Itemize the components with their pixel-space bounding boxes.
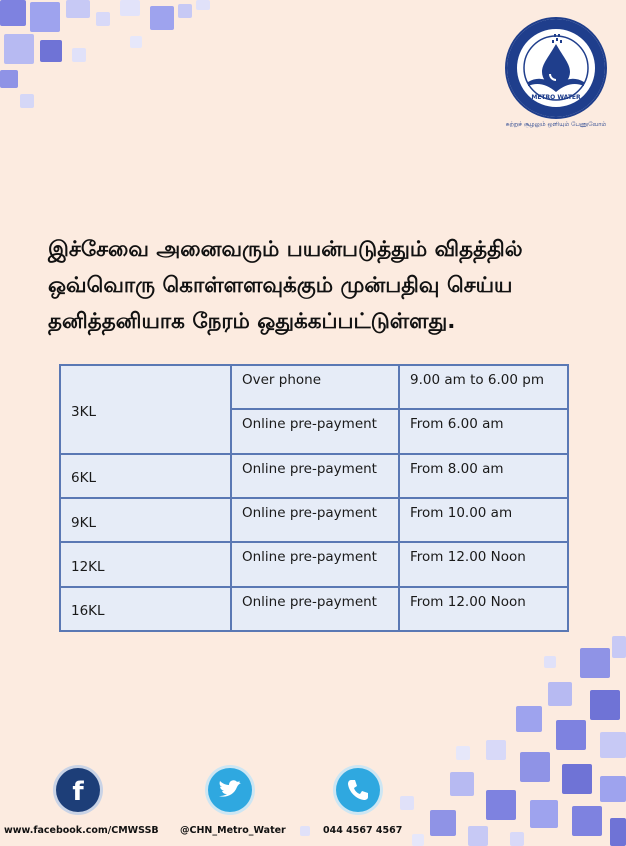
time-cell: From 6.00 am xyxy=(399,409,568,453)
capacity-cell: 6KL xyxy=(60,454,231,498)
capacity-cell: 16KL xyxy=(60,587,231,631)
phone-number[interactable]: 044 4567 4567 xyxy=(323,825,403,836)
mode-cell: Online pre-payment xyxy=(231,542,399,586)
table-row xyxy=(60,365,568,409)
time-cell: From 8.00 am xyxy=(399,454,568,498)
svg-text:f: f xyxy=(72,777,84,807)
capacity-cell: 12KL xyxy=(60,542,231,586)
capacity-cell: 9KL xyxy=(60,498,231,542)
headline-line-2: ஒவ்வொரு கொள்ளளவுக்கும் முன்பதிவு செய்ய xyxy=(48,273,513,298)
headline-line-3: தனித்தனியாக நேரம் ஒதுக்கப்பட்டுள்ளது. xyxy=(48,309,456,334)
facebook-link[interactable]: www.facebook.com/CMWSSB xyxy=(4,825,159,836)
mode-cell: Online pre-payment xyxy=(231,454,399,498)
mode-cell: Online pre-payment xyxy=(231,498,399,542)
table-row xyxy=(60,498,568,542)
mode-cell: Online pre-payment xyxy=(231,587,399,631)
table-row xyxy=(60,587,568,631)
headline xyxy=(48,232,588,340)
phone-icon[interactable] xyxy=(336,768,380,812)
mode-cell: Over phone xyxy=(231,365,399,409)
time-cell: 9.00 am to 6.00 pm xyxy=(399,365,568,409)
table-row xyxy=(60,542,568,586)
capacity-cell: 3KL xyxy=(60,365,231,454)
logo-tagline: சுற்றுச் சூழலும் ஒளியும் பேணுவோம் xyxy=(505,121,607,128)
time-cell: From 12.00 Noon xyxy=(399,542,568,586)
metro-water-logo xyxy=(498,14,614,130)
twitter-handle[interactable]: @CHN_Metro_Water xyxy=(180,825,286,836)
time-cell: From 12.00 Noon xyxy=(399,587,568,631)
table-row xyxy=(60,454,568,498)
mode-cell: Online pre-payment xyxy=(231,409,399,453)
time-cell: From 10.00 am xyxy=(399,498,568,542)
logo-center-text: METRO WATER xyxy=(531,94,581,101)
twitter-icon[interactable] xyxy=(208,768,252,812)
headline-line-1: இச்சேவை அனைவரும் பயன்படுத்தும் விதத்தில் xyxy=(48,237,523,262)
facebook-icon[interactable] xyxy=(56,768,100,812)
booking-schedule-table xyxy=(59,364,569,632)
